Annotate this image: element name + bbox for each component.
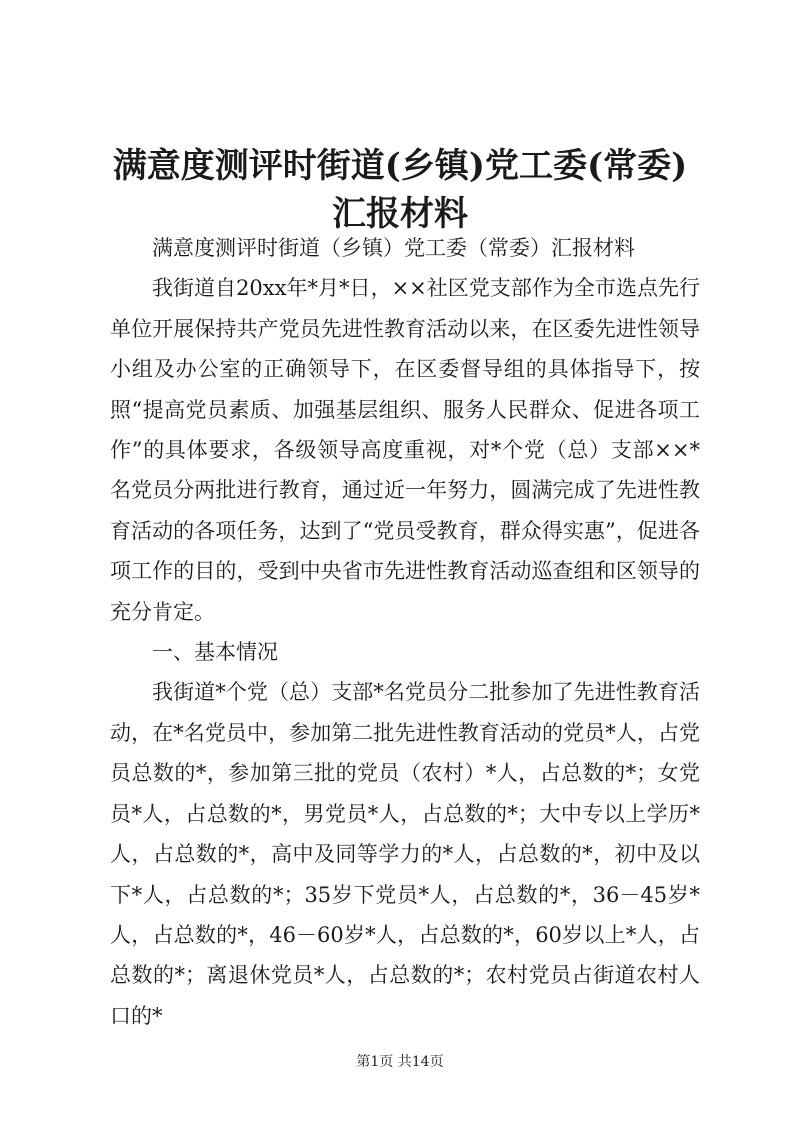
page-number: 第1页 共14页 (356, 1054, 444, 1070)
document-title: 满意度测评时街道(乡镇)党工委(常委)汇报材料 (112, 146, 688, 234)
section-heading: 一、基本情况 (152, 640, 278, 665)
basic-info-paragraph: 我街道*个党（总）支部*名党员分二批参加了先进性教育活动，在*名党员中，参加第二批先进性教育活动的党员*人，占党员总数的*，参加第三批的党员（农村）*人，占总数的*；女党员*人，占总数的*，男党员*人，占总数的*；大中专以上学历*人，占总数的*，高中及同等学力的*人，占总数的*，初中及以下*人，占总数的*；35岁下党员*人，占总数的*，36－45岁*人，占总数的*，46－60岁*人，占总数的*，60岁以上*人，占总数的*；离退休党员*人，占总数的*；农村党员占街道农村人口的* (110, 680, 700, 1028)
intro-paragraph: 我街道自20xx年*月*日，××社区党支部作为全市选点先行单位开展保持共产党员先进性教育活动以来，在区委先进性领导小组及办公室的正确领导下，在区委督导组的具体指导下，按照“提高党员素质、加强基层组织、服务人民群众、促进各项工作”的具体要求，各级领导高度重视，对*个党（总）支部××*名党员分两批进行教育，通过近一年努力，圆满完成了先进性教育活动的各项任务，达到了“党员受教育，群众得实惠”，促进各项工作的目的，受到中央省市先进性教育活动巡查组和区领导的充分肯定。 (110, 276, 700, 624)
document-body (110, 228, 700, 1036)
subtitle-paragraph: 满意度测评时街道（乡镇）党工委（常委）汇报材料 (152, 236, 635, 260)
